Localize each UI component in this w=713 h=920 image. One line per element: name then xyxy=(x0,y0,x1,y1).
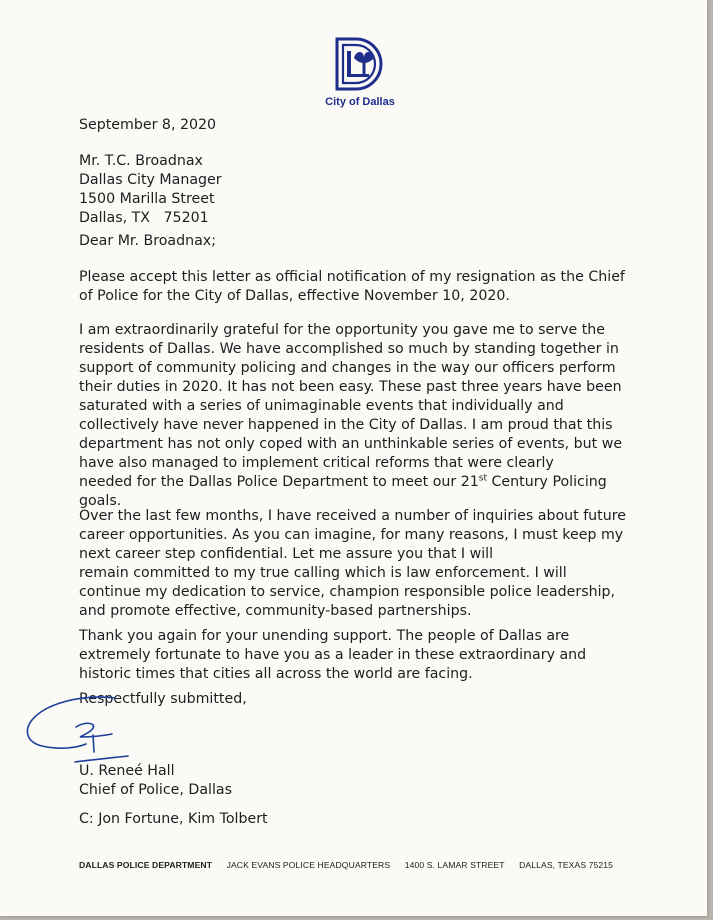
city-of-dallas-logo-icon xyxy=(334,36,386,92)
paragraph-line: Over the last few months, I have received a number of inquiries about future xyxy=(79,508,626,524)
footer-street: 1400 S. LAMAR STREET xyxy=(404,860,505,870)
paragraph-line: of Police for the City of Dallas, effective November 10, 2020. xyxy=(79,288,510,304)
paragraph-line: extremely fortunate to have you as a leader in these extraordinary and xyxy=(79,647,587,663)
recipient-street: 1500 Marilla Street xyxy=(79,191,215,207)
salutation: Dear Mr. Broadnax; xyxy=(79,233,216,249)
paragraph-line: their duties in 2020. It has not been easy. These past three years have been xyxy=(79,379,622,395)
paragraph-line: career opportunities. As you can imagine, for many reasons, I must keep my xyxy=(79,527,624,543)
paragraph-line: support of community policing and changes in the way our officers perform xyxy=(79,360,616,376)
paragraph-line: residents of Dallas. We have accomplished so much by standing together in xyxy=(79,341,619,357)
paragraph-line: department has not only coped with an unthinkable series of events, but we xyxy=(79,436,623,452)
footer-city: DALLAS, TEXAS 75215 xyxy=(519,860,614,870)
paragraph-line xyxy=(79,473,622,492)
signer-name: U. Reneé Hall xyxy=(79,763,175,779)
closing: Respectfully submitted, xyxy=(79,691,247,707)
footer-department: DALLAS POLICE DEPARTMENT xyxy=(79,860,213,870)
paragraph-resignation xyxy=(79,268,625,306)
paragraph-line: have also managed to implement critical reforms that were clearly xyxy=(79,455,554,471)
paragraph-line: collectively have never happened in the City of Dallas. I am proud that this xyxy=(79,417,613,433)
letter-date: September 8, 2020 xyxy=(79,117,217,133)
recipient-title: Dallas City Manager xyxy=(79,172,222,188)
ordinal-suffix: st xyxy=(478,473,488,484)
paragraph-line: Please accept this letter as official notification of my resignation as the Chief xyxy=(79,269,625,285)
paragraph-line: remain committed to my true calling which is law enforcement. I will xyxy=(79,565,567,581)
recipient-city: Dallas, TX 75201 xyxy=(79,210,209,226)
signer-block xyxy=(79,762,232,800)
paragraph-line: next career step confidential. Let me assure you that I will xyxy=(79,546,494,562)
paragraph-line: and promote effective, community-based partnerships. xyxy=(79,603,472,619)
line-text: needed for the Dallas Police Department to meet our 21 xyxy=(79,474,479,490)
paragraph-line: continue my dedication to service, champion responsible police leadership, xyxy=(79,584,616,600)
line-text: Century Policing xyxy=(487,474,607,490)
recipient-address xyxy=(79,152,222,228)
paragraph-line: I am extraordinarily grateful for the opportunity you gave me to serve the xyxy=(79,322,606,338)
paragraph-line: goals. xyxy=(79,493,122,509)
recipient-name: Mr. T.C. Broadnax xyxy=(79,153,203,169)
signer-title: Chief of Police, Dallas xyxy=(79,782,233,798)
paragraph-line: Thank you again for your unending support. The people of Dallas are xyxy=(79,628,570,644)
letter-footer xyxy=(79,860,613,870)
letterhead-caption: City of Dallas xyxy=(325,96,395,108)
paragraph-line: historic times that cities all across the world are facing. xyxy=(79,666,473,682)
paragraph-line: saturated with a series of unimaginable events that individually and xyxy=(79,398,564,414)
footer-building: JACK EVANS POLICE HEADQUARTERS xyxy=(226,860,391,870)
paragraph-thanks xyxy=(79,627,586,684)
paragraph-future xyxy=(79,507,626,621)
cc-line: C: Jon Fortune, Kim Tolbert xyxy=(79,811,268,827)
paragraph-gratitude xyxy=(79,321,622,511)
